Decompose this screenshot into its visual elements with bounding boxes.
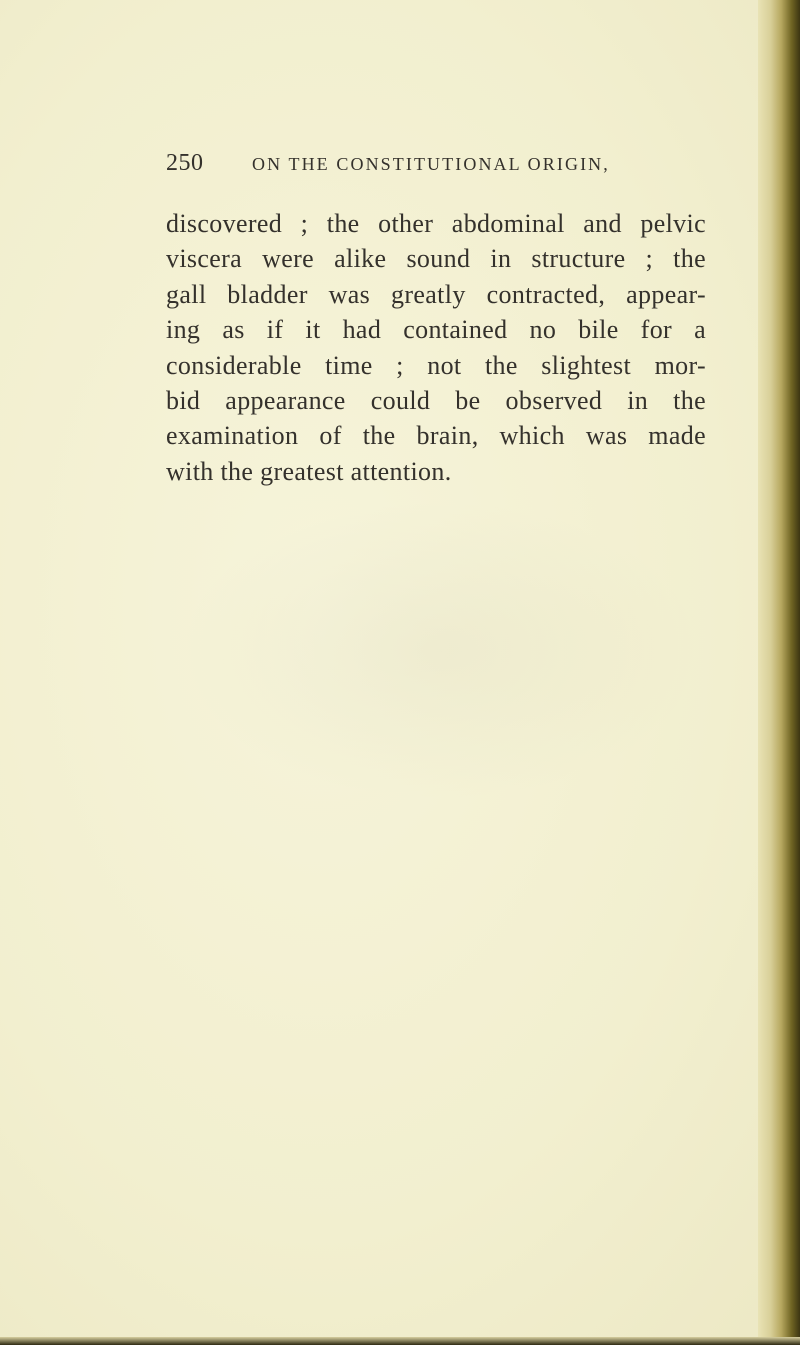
page-bottom-edge [0, 1337, 800, 1345]
page-number: 250 [166, 150, 204, 176]
body-text [166, 206, 706, 489]
page-edge-shadow [758, 0, 800, 1345]
text-line: examination of the brain, which was made [166, 421, 706, 451]
text-line: discovered ; the other abdominal and pelvic [166, 209, 706, 238]
running-head [166, 150, 636, 180]
text-line: bid appearance could be observed in the [166, 385, 706, 415]
show-through-shadow [180, 500, 700, 800]
text-line: ing as if it had contained no bile for a [166, 315, 706, 345]
text-line: viscera were alike sound in structure ; the [166, 244, 706, 274]
text-line: gall bladder was greatly contracted, appear- [166, 279, 706, 309]
text-line: considerable time ; not the slightest mor- [166, 350, 706, 380]
text-line: with the greatest attention. [166, 456, 452, 486]
running-title: ON THE CONSTITUTIONAL ORIGIN, [252, 154, 610, 174]
